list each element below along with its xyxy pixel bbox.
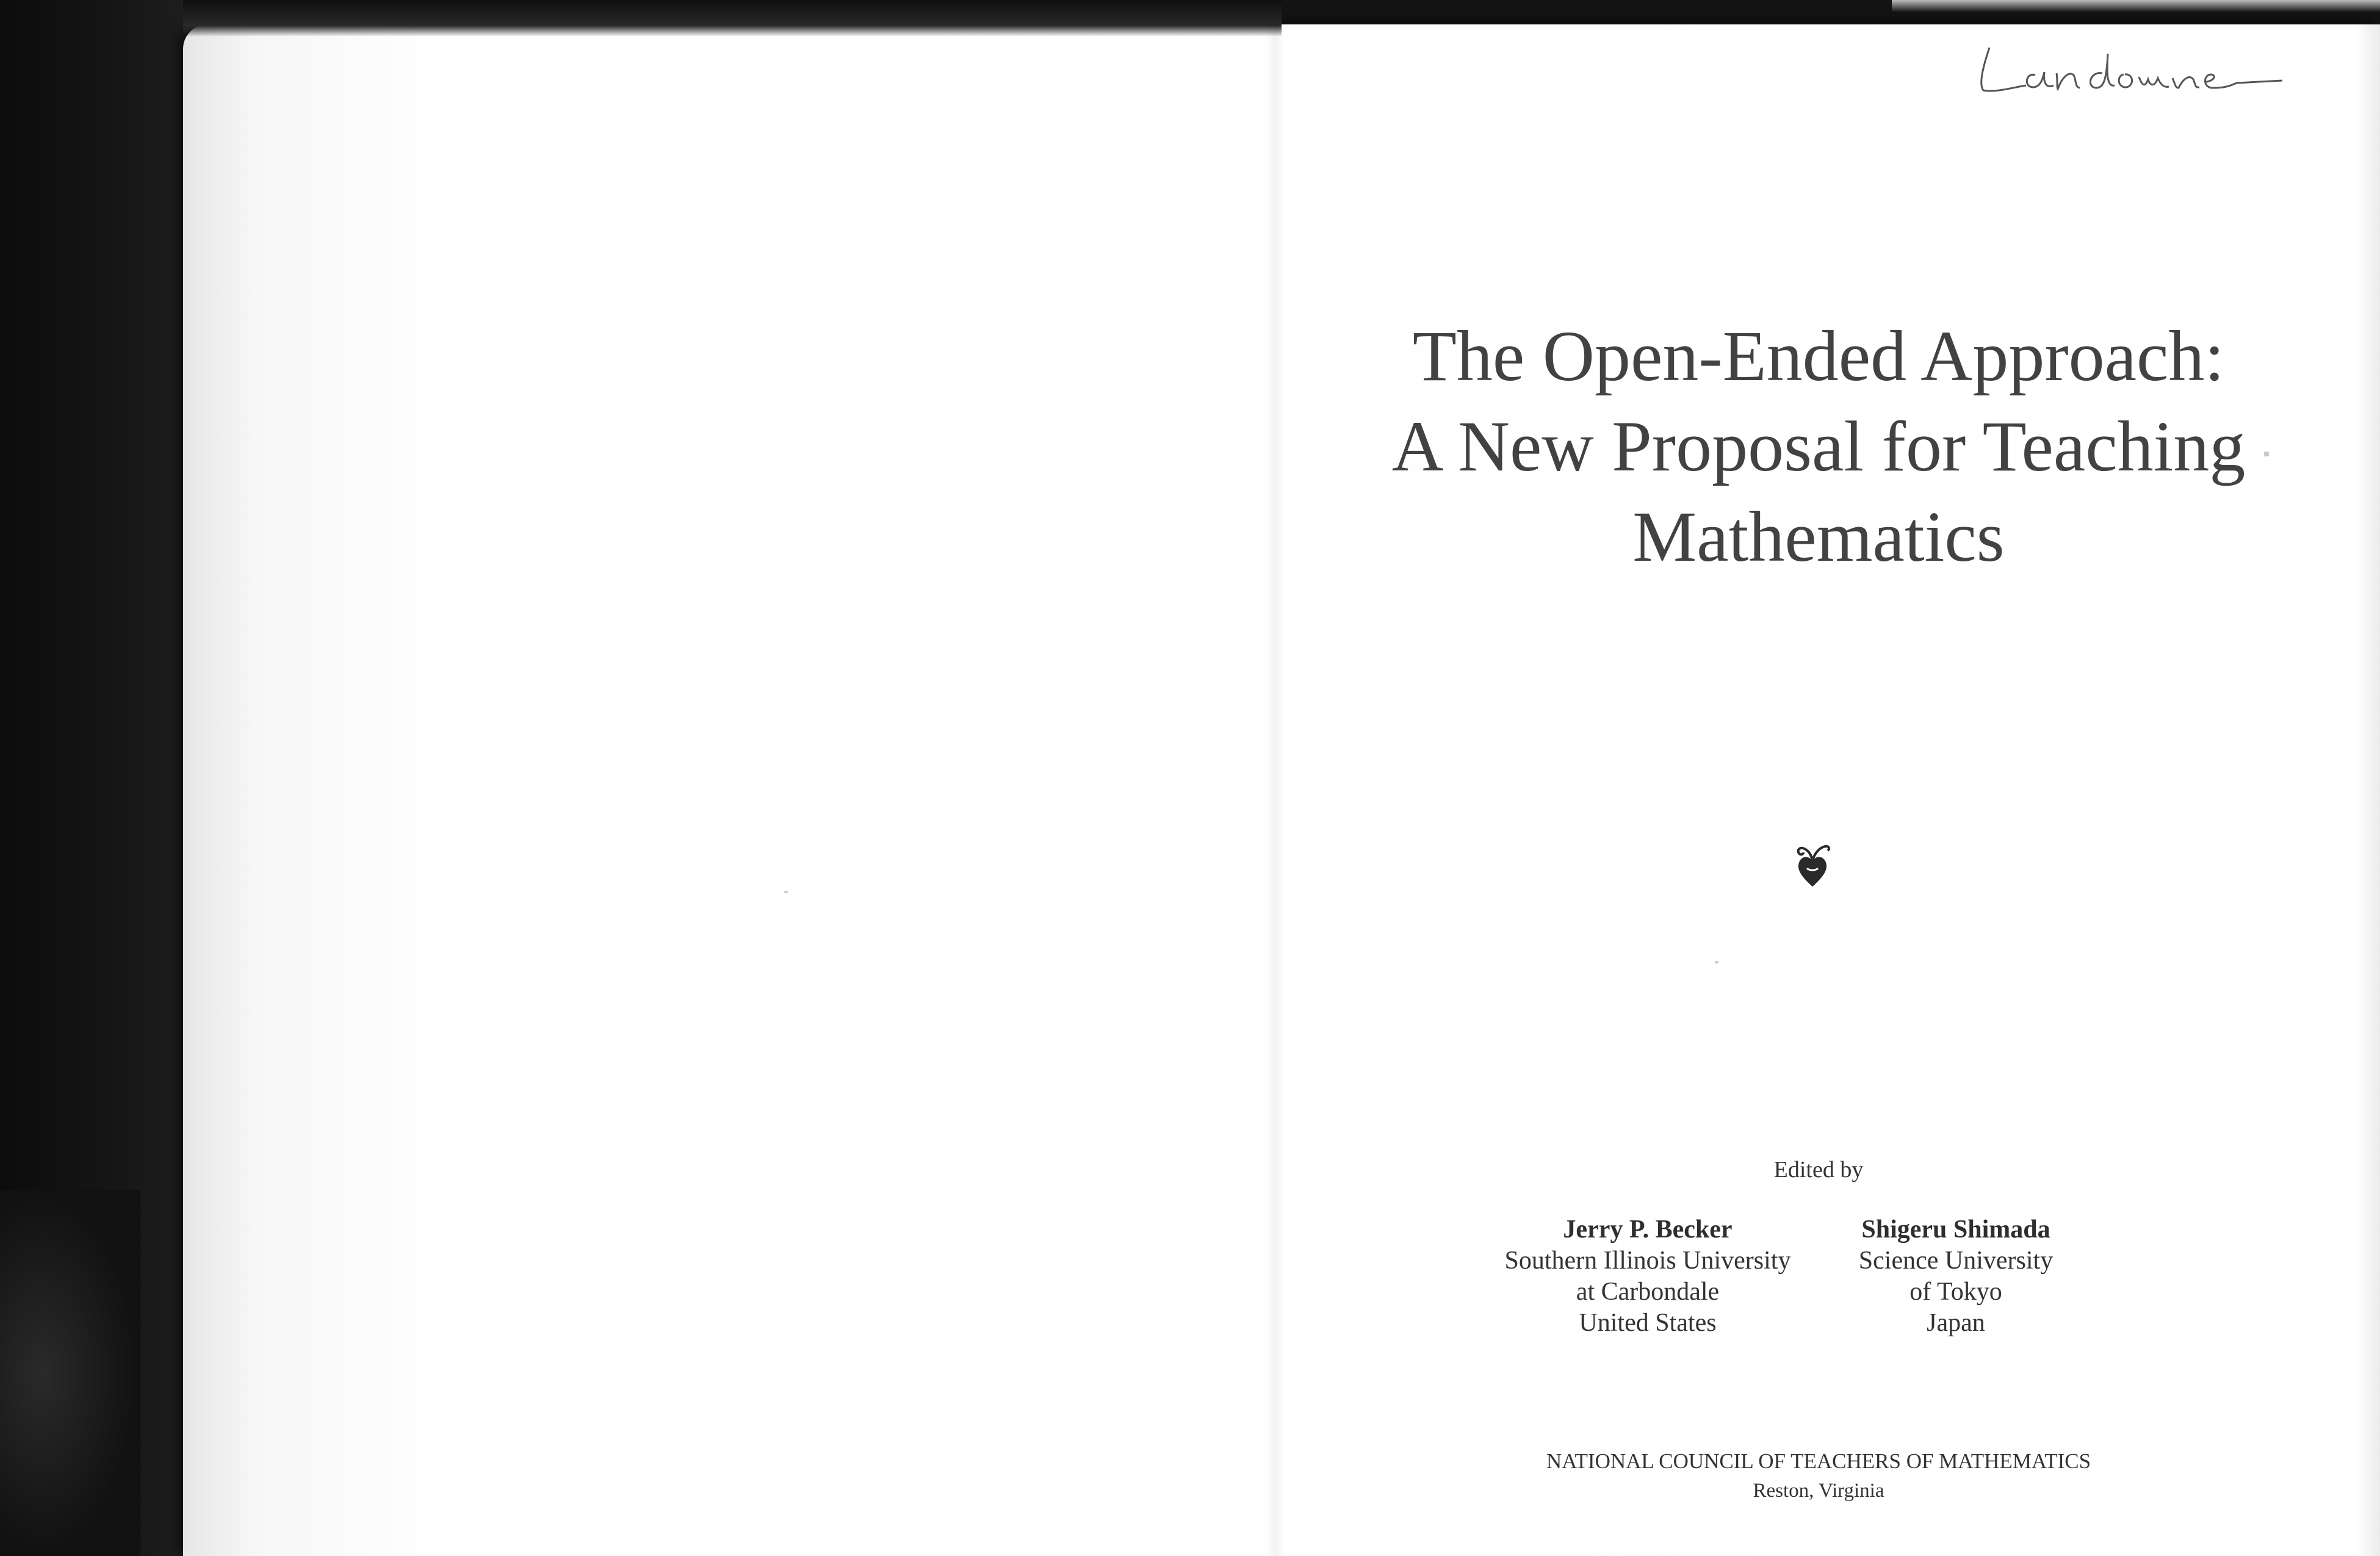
- left-page-blank: [183, 24, 1266, 1556]
- editor-affiliation-line: Southern Illinois University: [1504, 1247, 1791, 1275]
- dust-speck: [2264, 452, 2269, 456]
- page-right-edge: [2356, 24, 2380, 1556]
- editor-affiliation-line: at Carbondale: [1576, 1278, 1720, 1306]
- title-line-2: A New Proposal for Teaching: [1391, 406, 2246, 486]
- editor-1: [1471, 1214, 1825, 1339]
- dust-speck: [784, 891, 788, 893]
- editor-name: Shigeru Shimada: [1861, 1216, 2050, 1244]
- editor-affiliation-line: Science University: [1858, 1247, 2054, 1275]
- editor-affiliation-line: of Tokyo: [1909, 1278, 2002, 1306]
- title-page: [1282, 24, 2356, 1556]
- handwritten-note-image: [1965, 29, 2307, 103]
- editor-affiliation-line: United States: [1579, 1309, 1717, 1337]
- editor-2: [1831, 1214, 2081, 1339]
- dust-speck: [1715, 961, 1718, 963]
- edited-by-label: Edited by: [1773, 1157, 1864, 1183]
- handwritten-signature: [1965, 29, 2307, 103]
- editor-name: Jerry P. Becker: [1563, 1216, 1733, 1244]
- title-line-1: The Open-Ended Approach:: [1412, 316, 2225, 396]
- publisher-block: [1282, 1449, 2356, 1502]
- hand-shadow: [0, 1190, 140, 1556]
- publisher-location: Reston, Virginia: [1753, 1480, 1884, 1502]
- title-line-3: Mathematics: [1632, 497, 2005, 577]
- fleuron-icon: [1791, 839, 1834, 888]
- book-title: [1282, 311, 2356, 582]
- top-edge: [1892, 0, 2380, 12]
- publisher-name: NATIONAL COUNCIL OF TEACHERS OF MATHEMATICS: [1546, 1449, 2091, 1473]
- editor-affiliation-line: Japan: [1927, 1309, 1985, 1337]
